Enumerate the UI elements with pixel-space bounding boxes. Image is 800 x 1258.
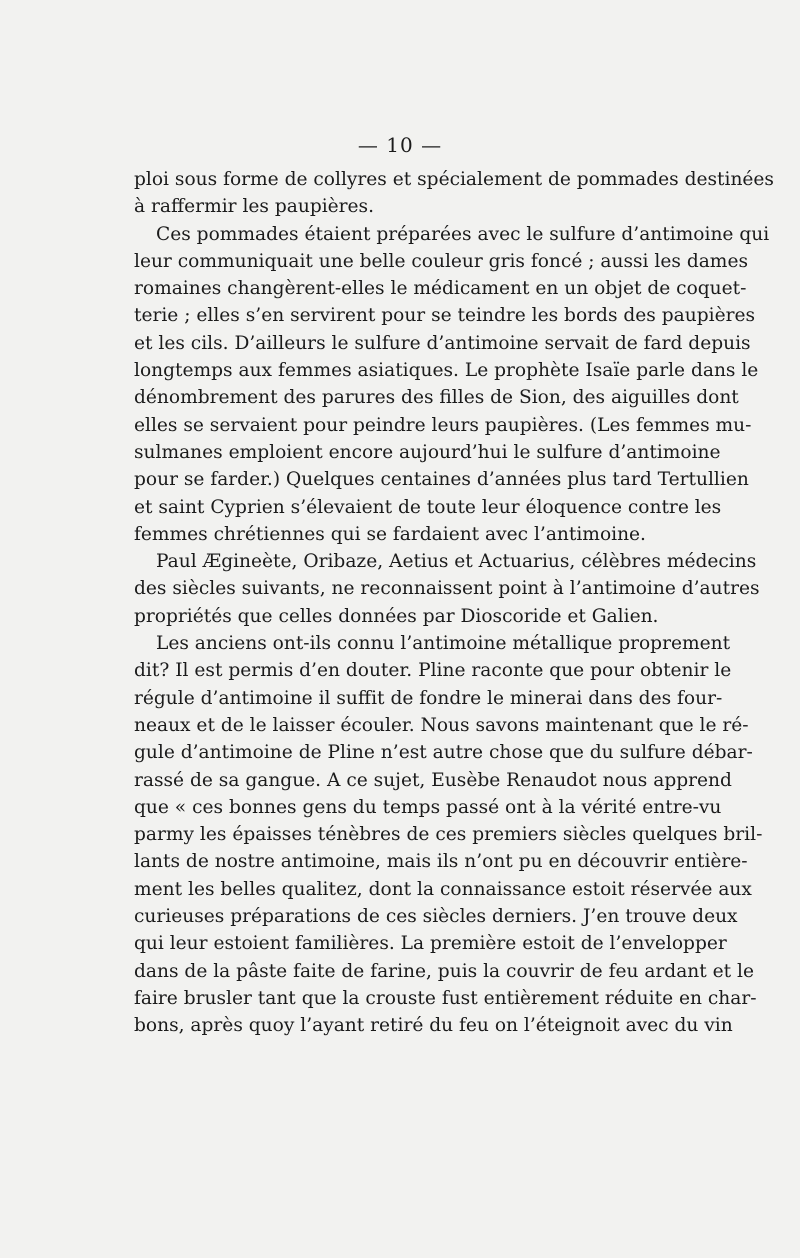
body-text [134,166,774,1040]
text-line: leur communiquait une belle couleur gris foncé ; aussi les dames [134,250,748,272]
text-line: lants de nostre antimoine, mais ils n’ont pu en découvrir entière- [134,851,748,873]
text-line: pour se farder.) Quelques centaines d’années plus tard Tertullien [134,469,749,491]
text-line: dans de la pâste faite de farine, puis la couvrir de feu ardant et le [134,960,754,982]
text-line: sulmanes emploient encore aujourd’hui le sulfure d’antimoine [134,441,721,463]
text-line: qui leur estoient familières. La première estoit de l’envelopper [134,933,727,955]
text-line: femmes chrétiennes qui se fardaient avec l’antimoine. [134,523,646,545]
text-line: bons, après quoy l’ayant retiré du feu on l’éteignoit avec du vin [134,1015,733,1037]
text-line: à raffermir les paupières. [134,196,375,218]
text-line: Paul Ægineète, Oribaze, Aetius et Actuarius, célèbres médecins [156,551,757,573]
text-line: longtemps aux femmes asiatiques. Le prophète Isaïe parle dans le [134,360,759,382]
text-line: Les anciens ont-ils connu l’antimoine métallique proprement [156,633,731,655]
text-line: et saint Cyprien s’élevaient de toute leur éloquence contre les [134,496,722,518]
text-line: faire brusler tant que la crouste fust entièrement réduite en char- [134,987,757,1009]
page-number: — 10 — [357,133,443,157]
text-line: dit? Il est permis d’en douter. Pline raconte que pour obtenir le [134,660,732,682]
text-line: Ces pommades étaient préparées avec le sulfure d’antimoine qui [156,223,770,245]
text-line: ploi sous forme de collyres et spécialement de pommades destinées [134,169,774,190]
text-line: régule d’antimoine il suffit de fondre le minerai dans des four- [134,687,723,709]
text-line: et les cils. D’ailleurs le sulfure d’antimoine servait de fard depuis [134,332,751,354]
text-line: ment les belles qualitez, dont la connaissance estoit réservée aux [134,878,752,900]
text-line: elles se servaient pour peindre leurs paupières. (Les femmes mu- [134,414,752,436]
text-line: gule d’antimoine de Pline n’est autre chose que du sulfure débar- [134,742,753,764]
text-line: terie ; elles s’en servirent pour se teindre les bords des paupières [134,305,756,327]
text-line: des siècles suivants, ne reconnaissent point à l’antimoine d’autres [134,578,760,600]
text-line: parmy les épaisses ténèbres de ces premiers siècles quelques bril- [134,824,763,846]
text-line: que « ces bonnes gens du temps passé ont à la vérité entre-vu [134,796,722,818]
text-line: romaines changèrent-elles le médicament en un objet de coquet- [134,278,747,300]
text-line: neaux et de le laisser écouler. Nous savons maintenant que le ré- [134,714,749,736]
text-line: curieuses préparations de ces siècles derniers. J’en trouve deux [134,906,738,928]
text-line: rassé de sa gangue. A ce sujet, Eusèbe Renaudot nous apprend [134,769,732,791]
text-line: propriétés que celles données par Dioscoride et Galien. [134,605,659,627]
text-line: dénombrement des parures des filles de Sion, des aiguilles dont [134,387,739,409]
